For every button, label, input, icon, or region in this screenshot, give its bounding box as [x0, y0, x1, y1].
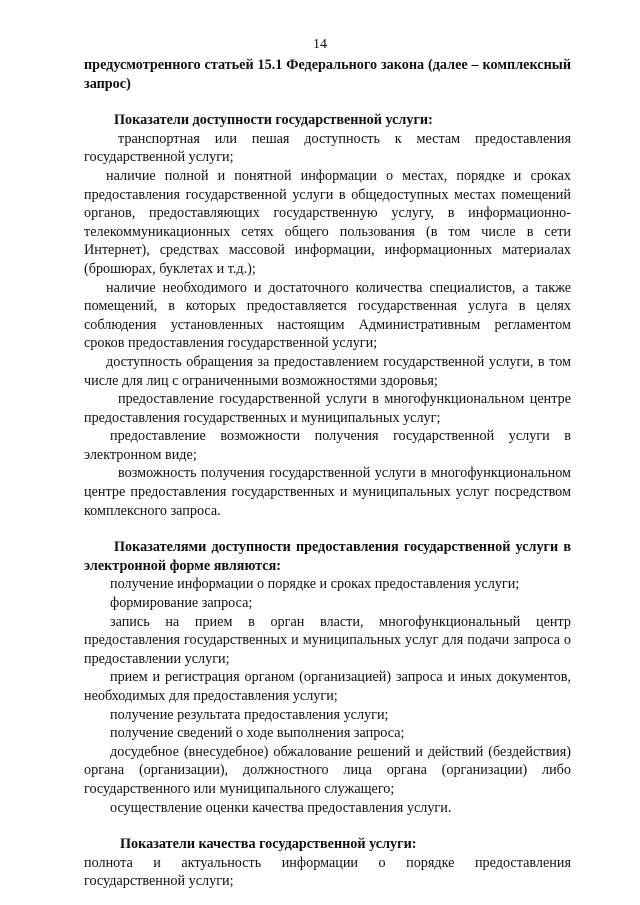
list-item: доступность обращения за предоставлением государственной услуги, в том числе для лиц с ограниченными возможностями здоровья; [84, 353, 571, 389]
list-item: осуществление оценки качества предоставления услуги. [110, 799, 452, 816]
list-item: возможность получения государственной услуги в многофункциональном центре предоставления государственных и муниципальных услуг посредством комплексного запроса. [84, 465, 571, 519]
list-item: полнота и актуальность информации о порядке предоставления государственной услуги; [84, 854, 571, 890]
list-item: прием и регистрация органом (организацией) запроса и иных документов, необходимых для предоставления услуги; [84, 669, 571, 704]
list-item: запись на прием в орган власти, многофункциональный центр предоставления государственных и муниципальных услуг для подачи запроса о предоставлении услуги; [84, 613, 571, 667]
list-item: наличие необходимого и достаточного количества специалистов, а также помещений, в которых предоставляется государственная услуга в целях соблюдения установленных настоящим Административным регламентом сроков предоставления государственной услуги; [84, 279, 571, 352]
page-number: 14 [313, 37, 327, 52]
list-item: получение сведений о ходе выполнения запроса; [110, 725, 405, 742]
section-heading-quality: Показатели качества государственной услуги: [120, 836, 417, 853]
section-heading-availability: Показатели доступности государственной услуги: [114, 112, 433, 129]
list-item: наличие полной и понятной информации о местах, порядке и сроках предоставления государственной услуги в общедоступных местах помещений органов, предоставляющих государственную услугу, в информационно-телекоммуникационных сетях общего пользования (в том числе в сети Интернет), средствах массовой информации, информационных материалах (брошюрах, буклетах и т.д.); [84, 167, 571, 277]
list-item: формирование запроса; [110, 595, 253, 612]
page-content [84, 56, 571, 891]
intro-paragraph: предусмотренного статьей 15.1 Федерального закона (далее – комплексный запрос) [84, 57, 571, 92]
list-item: предоставление государственной услуги в многофункциональном центре предоставления государственных и муниципальных услуг; [84, 391, 571, 426]
list-item: досудебное (внесудебное) обжалование решений и действий (бездействия) органа (организации), должностного лица органа (организации) либо государственного или муниципального служащего; [84, 743, 571, 797]
section-heading-electronic-availability: Показателями доступности предоставления государственной услуги в электронной форме являются: [84, 539, 571, 574]
list-item: получение информации о порядке и сроках предоставления услуги; [110, 576, 520, 593]
list-item: получение результата предоставления услуги; [110, 706, 389, 723]
list-item: транспортная или пешая доступность к местам предоставления государственной услуги; [84, 130, 571, 166]
list-item: предоставление возможности получения государственной услуги в электронном виде; [84, 428, 571, 463]
